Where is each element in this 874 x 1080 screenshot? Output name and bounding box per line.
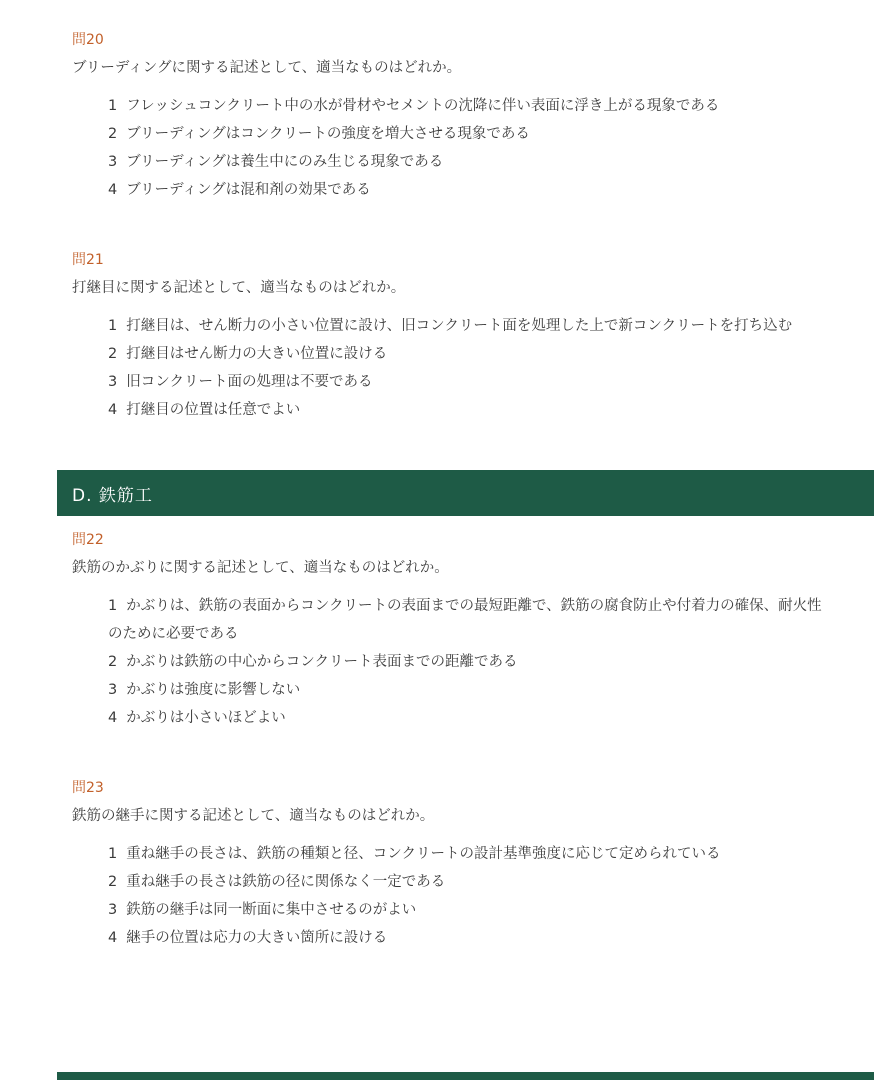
choice-text: 打継目はせん断力の大きい位置に設ける: [126, 346, 388, 362]
choice-text: 鉄筋の継手は同一断面に集中させるのがよい: [126, 902, 417, 918]
choice-number: 1: [108, 318, 118, 334]
choice-number: 2: [108, 346, 118, 362]
question-number-label: 問23: [72, 780, 104, 796]
question-stem: 打継目に関する記述として、適当なものはどれか。: [72, 280, 406, 296]
choice-item: [108, 368, 828, 396]
choice-list: [72, 592, 828, 732]
choice-text: 継手の位置は応力の大きい箇所に設ける: [126, 930, 388, 946]
question-number-label: 問21: [72, 252, 104, 268]
choice-item: [108, 704, 828, 732]
question-number-label: 問22: [72, 532, 104, 548]
choice-number: 3: [108, 154, 118, 170]
question-block-20: [72, 30, 828, 204]
choice-number: 2: [108, 874, 118, 890]
question-stem: 鉄筋のかぶりに関する記述として、適当なものはどれか。: [72, 560, 449, 576]
choice-text: 旧コンクリート面の処理は不要である: [126, 374, 373, 390]
choice-item: [108, 924, 828, 952]
choice-list: [72, 92, 828, 204]
choice-number: 4: [108, 182, 118, 198]
choice-number: 1: [108, 98, 118, 114]
question-block-23: [72, 778, 828, 952]
choice-list: [72, 840, 828, 952]
choice-text: 重ね継手の長さは、鉄筋の種類と径、コンクリートの設計基準強度に応じて定められている: [126, 846, 721, 862]
choice-number: 4: [108, 930, 118, 946]
choice-number: 4: [108, 710, 118, 726]
choice-number: 3: [108, 374, 118, 390]
choice-item: [108, 648, 828, 676]
choice-text: 重ね継手の長さは鉄筋の径に関係なく一定である: [126, 874, 446, 890]
next-section-banner-partial: [57, 1072, 874, 1080]
section-title: D. 鉄筋工: [72, 485, 153, 506]
choice-text: フレッシュコンクリート中の水が骨材やセメントの沈降に伴い表面に浮き上がる現象である: [126, 98, 720, 114]
choice-text: 打継目は、せん断力の小さい位置に設け、旧コンクリート面を処理した上で新コンクリートを打ち込む: [126, 318, 793, 334]
choice-item: [108, 312, 828, 340]
choice-item: [108, 120, 828, 148]
choice-number: 2: [108, 126, 118, 142]
choice-list: [72, 312, 828, 424]
question-stem: 鉄筋の継手に関する記述として、適当なものはどれか。: [72, 808, 435, 824]
choice-item: [108, 896, 828, 924]
choice-item: [108, 592, 828, 648]
choice-number: 4: [108, 402, 118, 418]
choice-item: [108, 396, 828, 424]
choice-number: 2: [108, 654, 118, 670]
choice-text: かぶりは、鉄筋の表面からコンクリートの表面までの最短距離で、鉄筋の腐食防止や付着力の確保、耐火性のために必要である: [108, 598, 822, 642]
question-stem: ブリーディングに関する記述として、適当なものはどれか。: [72, 60, 462, 76]
choice-number: 3: [108, 682, 118, 698]
choice-item: [108, 148, 828, 176]
choice-text: ブリーディングは養生中にのみ生じる現象である: [126, 154, 444, 170]
choice-text: かぶりは強度に影響しない: [126, 682, 301, 698]
question-block-21: [72, 250, 828, 424]
section-header-banner: [57, 470, 874, 516]
choice-text: ブリーディングは混和剤の効果である: [126, 182, 371, 198]
question-block-22: [72, 530, 828, 732]
choice-text: かぶりは小さいほどよい: [126, 710, 286, 726]
choice-number: 3: [108, 902, 118, 918]
choice-number: 1: [108, 598, 118, 614]
choice-number: 1: [108, 846, 118, 862]
choice-text: 打継目の位置は任意でよい: [126, 402, 301, 418]
choice-item: [108, 176, 828, 204]
choice-item: [108, 840, 828, 868]
choice-item: [108, 676, 828, 704]
choice-item: [108, 340, 828, 368]
choice-item: [108, 868, 828, 896]
choice-item: [108, 92, 828, 120]
choice-text: ブリーディングはコンクリートの強度を増大させる現象である: [126, 126, 530, 142]
question-number-label: 問20: [72, 32, 104, 48]
choice-text: かぶりは鉄筋の中心からコンクリート表面までの距離である: [126, 654, 518, 670]
